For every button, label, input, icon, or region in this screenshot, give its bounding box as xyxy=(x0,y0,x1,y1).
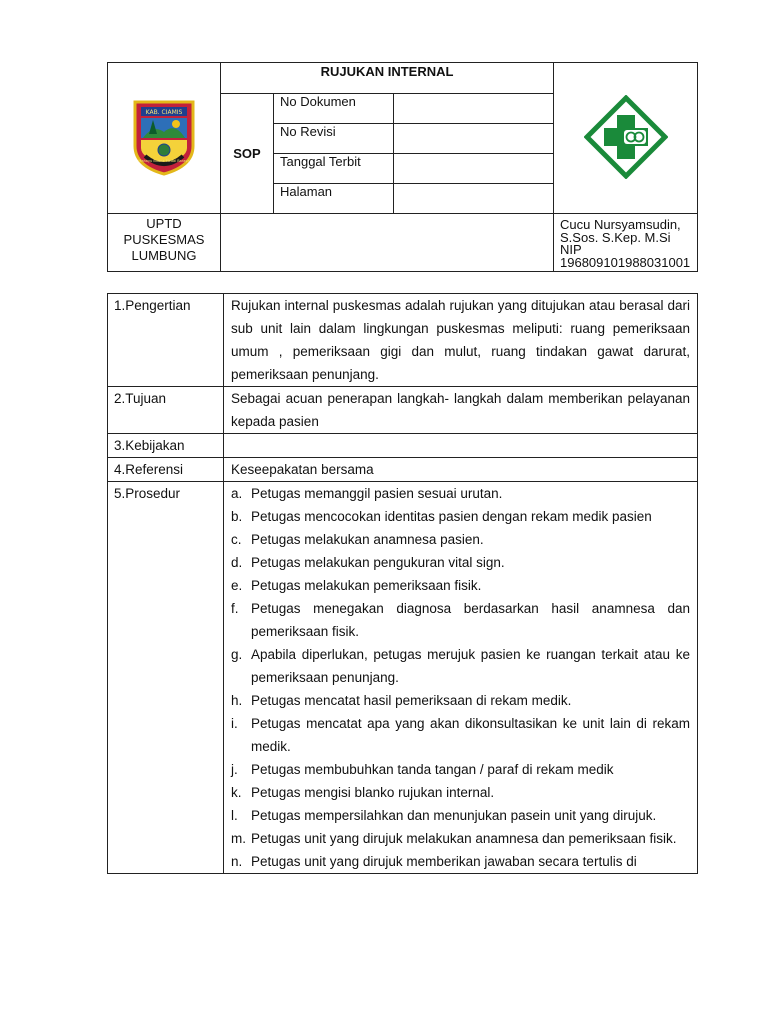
list-item xyxy=(231,850,690,873)
step-marker: b. xyxy=(231,509,243,524)
step-text: Petugas memanggil pasien sesuai urutan. xyxy=(251,486,503,501)
list-item xyxy=(231,505,690,528)
step-marker: n. xyxy=(231,854,243,869)
emblem-label: KAB. CIAMIS xyxy=(145,108,183,116)
list-item xyxy=(231,597,690,643)
emblem-motto: Mahayu Buana Medal Baraya xyxy=(138,158,190,163)
content-pengertian: Rujukan internal puskesmas adalah rujukan yang ditujukan atau berasal dari sub unit lain dalam lingkungan puskesmas meliputi: ruang pemeriksaan umum , pemeriksaan gigi dan mulut, ruang tindakan gawat darurat, pemeriksaan penunjang. xyxy=(224,294,698,387)
sop-header-table xyxy=(107,62,698,272)
step-text: Petugas melakukan pengukuran vital sign. xyxy=(251,555,505,570)
meta-value-tanggal-terbit xyxy=(394,154,554,184)
step-text: Apabila diperlukan, petugas merujuk pasien ke ruangan terkait atau ke pemeriksaan penunjang. xyxy=(251,647,690,685)
sop-label: SOP xyxy=(221,94,274,214)
meta-label-no-dokumen: No Dokumen xyxy=(274,94,394,124)
step-marker: k. xyxy=(231,785,242,800)
content-referensi: Keseepakatan bersama xyxy=(224,458,698,482)
step-text: Petugas melakukan pemeriksaan fisik. xyxy=(251,578,482,593)
step-text: Petugas unit yang dirujuk memberikan jawaban secara tertulis di xyxy=(251,854,637,869)
content-tujuan: Sebagai acuan penerapan langkah- langkah dalam memberikan pelayanan kepada pasien xyxy=(224,387,698,434)
signer-nip-label: NIP xyxy=(560,242,582,257)
step-text: Petugas unit yang dirujuk melakukan anamnesa dan pemeriksaan fisik. xyxy=(251,831,677,846)
meta-value-halaman xyxy=(394,184,554,214)
step-text: Petugas mengisi blanko rujukan internal. xyxy=(251,785,495,800)
sop-body-table xyxy=(107,293,698,874)
organization-name xyxy=(108,214,221,272)
label-prosedur: 5.Prosedur xyxy=(108,482,224,874)
list-item xyxy=(231,804,690,827)
list-item xyxy=(231,689,690,712)
step-text: Petugas mencatat apa yang akan dikonsultasikan ke unit lain di rekam medik. xyxy=(251,716,690,754)
label-tujuan: 2.Tujuan xyxy=(108,387,224,434)
step-text: Petugas mencatat hasil pemeriksaan di rekam medik. xyxy=(251,693,572,708)
meta-label-halaman: Halaman xyxy=(274,184,394,214)
kabupaten-ciamis-emblem-icon xyxy=(131,98,197,176)
step-text: Petugas membubuhkan tanda tangan / paraf di rekam medik xyxy=(251,762,614,777)
left-logo-cell xyxy=(108,63,221,214)
list-item xyxy=(231,712,690,758)
meta-value-no-revisi xyxy=(394,124,554,154)
list-item xyxy=(231,781,690,804)
prosedur-steps-list xyxy=(231,482,690,873)
step-marker: l. xyxy=(231,808,238,823)
step-marker: f. xyxy=(231,601,239,616)
signer-title: S.Sos. S.Kep. M.Si xyxy=(560,229,671,245)
right-logo-cell xyxy=(554,63,698,214)
step-marker: g. xyxy=(231,647,243,662)
signer-block xyxy=(554,214,698,272)
org-line-2: PUSKESMAS xyxy=(123,232,205,247)
step-marker: e. xyxy=(231,578,243,593)
label-kebijakan: 3.Kebijakan xyxy=(108,434,224,458)
label-referensi: 4.Referensi xyxy=(108,458,224,482)
row-referensi xyxy=(108,458,698,482)
step-text: Petugas menegakan diagnosa berdasarkan hasil anamnesa dan pemeriksaan fisik. xyxy=(251,601,690,639)
step-marker: m. xyxy=(231,831,246,846)
list-item xyxy=(231,643,690,689)
meta-label-no-revisi: No Revisi xyxy=(274,124,394,154)
org-line-1: UPTD xyxy=(146,216,182,231)
step-text: Petugas mencocokan identitas pasien dengan rekam medik pasien xyxy=(251,509,652,524)
puskesmas-logo-icon xyxy=(584,95,668,179)
step-marker: d. xyxy=(231,555,243,570)
meta-label-tanggal-terbit: Tanggal Terbit xyxy=(274,154,394,184)
list-item xyxy=(231,758,690,781)
meta-value-no-dokumen xyxy=(394,94,554,124)
step-text: Petugas mempersilahkan dan menunjukan pasein unit yang dirujuk. xyxy=(251,808,657,823)
list-item xyxy=(231,574,690,597)
content-prosedur xyxy=(224,482,698,874)
list-item xyxy=(231,528,690,551)
list-item xyxy=(231,827,690,850)
step-marker: a. xyxy=(231,486,243,501)
signer-nip: 196809101988031001 xyxy=(560,254,691,270)
row-tujuan xyxy=(108,387,698,434)
step-marker: i. xyxy=(231,716,238,731)
step-marker: j. xyxy=(231,762,238,777)
step-marker: h. xyxy=(231,693,243,708)
list-item xyxy=(231,551,690,574)
content-kebijakan xyxy=(224,434,698,458)
row-prosedur xyxy=(108,482,698,874)
label-pengertian: 1.Pengertian xyxy=(108,294,224,387)
signer-name: Cucu Nursyamsudin, xyxy=(560,217,681,232)
row-kebijakan xyxy=(108,434,698,458)
step-text: Petugas melakukan anamnesa pasien. xyxy=(251,532,484,547)
blank-signature-area xyxy=(221,214,554,272)
step-marker: c. xyxy=(231,532,242,547)
org-line-3: LUMBUNG xyxy=(131,248,197,263)
row-pengertian xyxy=(108,294,698,387)
list-item xyxy=(231,482,690,505)
document-title: RUJUKAN INTERNAL xyxy=(221,63,554,94)
